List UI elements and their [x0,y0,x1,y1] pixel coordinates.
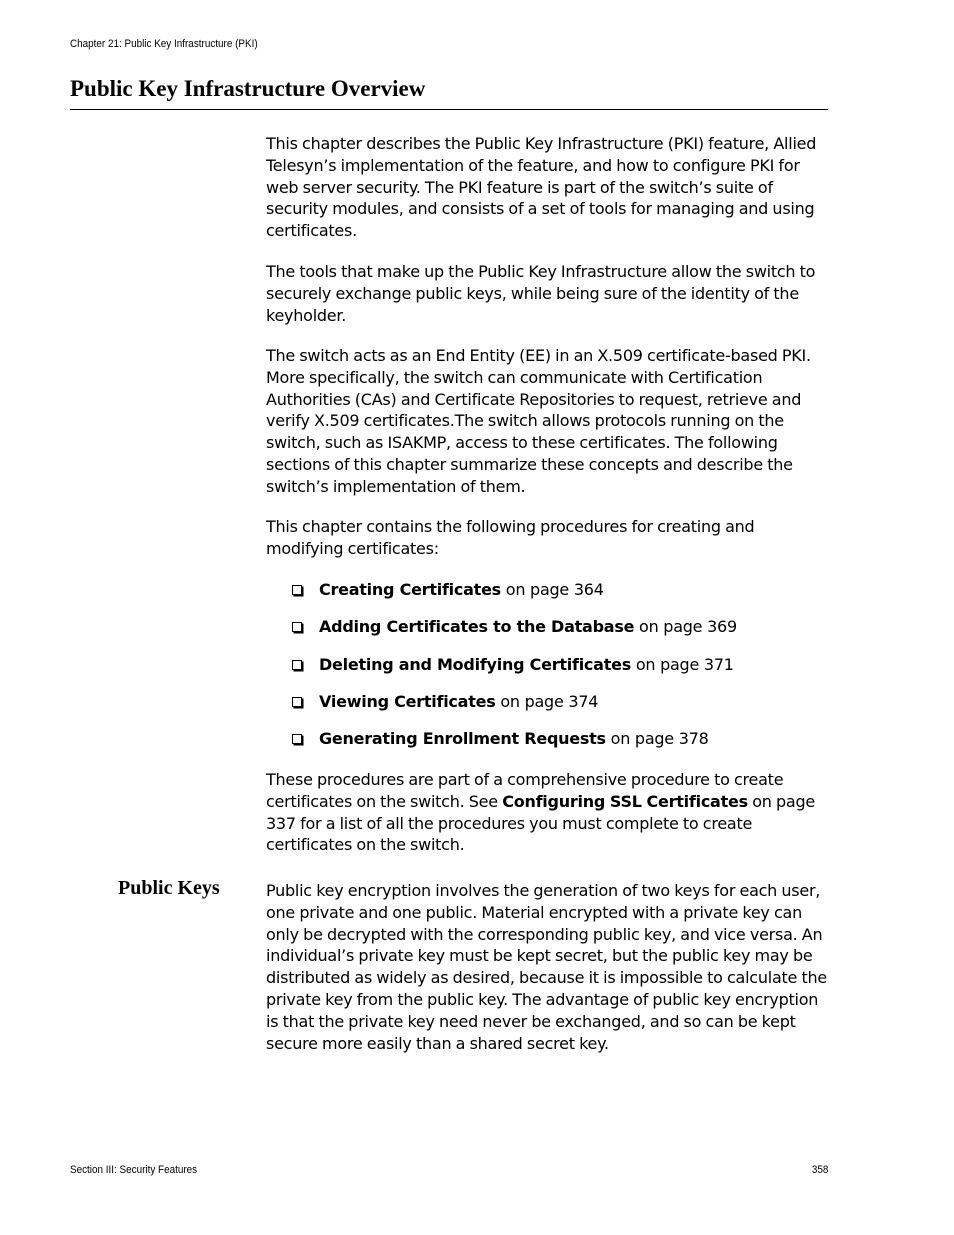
checkbox-icon [292,660,302,670]
intro-paragraph-4-text: This chapter contains the following procedures for creating and modifying certificates: [266,517,755,558]
list-item [292,616,737,638]
checkbox-icon [292,697,302,707]
procedure-link[interactable]: Creating Certificates [319,580,501,599]
ssl-certificates-link[interactable]: Configuring SSL Certificates [502,791,748,811]
page-reference: on page 371 [630,655,734,674]
intro-paragraph-1-text: This chapter describes the Public Key Infrastructure (PKI) feature, Allied Telesyn’s implementation of the feature, and how to configure PKI for web server security. The PKI feature is part of the switch’s suite of security modules, and consists of a set of tools for managing and using certificates. [266,134,817,241]
page-reference: on page 364 [500,580,604,599]
page-reference: on page 374 [495,692,599,711]
title-rule [70,109,828,110]
intro-paragraph-2-text: The tools that make up the Public Key Infrastructure allow the switch to securely exchange public keys, while being sure of the identity of the keyholder. [266,262,816,325]
closing-paragraph [266,769,828,856]
page-title: Public Key Infrastructure Overview [70,76,426,101]
intro-paragraph-2 [266,261,828,326]
intro-paragraph-1 [266,133,828,242]
closing-paragraph-text [266,769,828,856]
section-heading-public-keys: Public Keys [118,877,220,899]
public-keys-paragraph [266,880,828,1054]
page-reference: on page 378 [605,729,709,748]
checkbox-icon [292,622,302,632]
list-item [292,691,598,713]
procedure-link[interactable]: Viewing Certificates [319,692,496,711]
footer-section: Section III: Security Features [70,1164,198,1176]
closing-text-start: These procedures are part of a comprehensive procedure to create certificates on the switch. See [266,770,784,811]
intro-paragraph-3-text: The switch acts as an End Entity (EE) in an X.509 certificate-based PKI. More specifically, the switch can communicate with Certification Authorities (CAs) and Certificate Repositories to request, retrieve and verify X.509 certificates.The switch allows protocols running on the switch, such as ISAKMP, access to these certificates. The following sections of this chapter summarize these concepts and describe the switch’s implementation of them. [266,346,811,496]
intro-paragraph-4 [266,516,828,560]
checkbox-icon [292,734,302,744]
public-keys-paragraph-text: Public key encryption involves the generation of two keys for each user, one private and one public. Material encrypted with a private key can only be decrypted with the corresponding public key, and vice versa. An individual’s private key must be kept secret, but the public key may be distributed as widely as desired, because it is impossible to calculate the private key from the public key. The advantage of public key encryption is that the private key need never be exchanged, and so can be kept secure more easily than a shared secret key. [266,881,827,1053]
list-item [292,728,709,750]
procedure-link[interactable]: Generating Enrollment Requests [319,729,606,748]
intro-paragraph-3 [266,345,828,498]
closing-text-end: on page 337 for a list of all the procedures you must complete to create certificates on the switch. [266,791,815,855]
procedure-link[interactable]: Adding Certificates to the Database [319,617,635,636]
list-item [292,654,734,676]
running-head: Chapter 21: Public Key Infrastructure (PKI) [70,38,258,50]
list-item [292,579,604,601]
procedure-link[interactable]: Deleting and Modifying Certificates [319,655,631,674]
page-number: 358 [811,1164,828,1176]
checkbox-icon [292,585,302,595]
page-reference: on page 369 [634,617,737,636]
